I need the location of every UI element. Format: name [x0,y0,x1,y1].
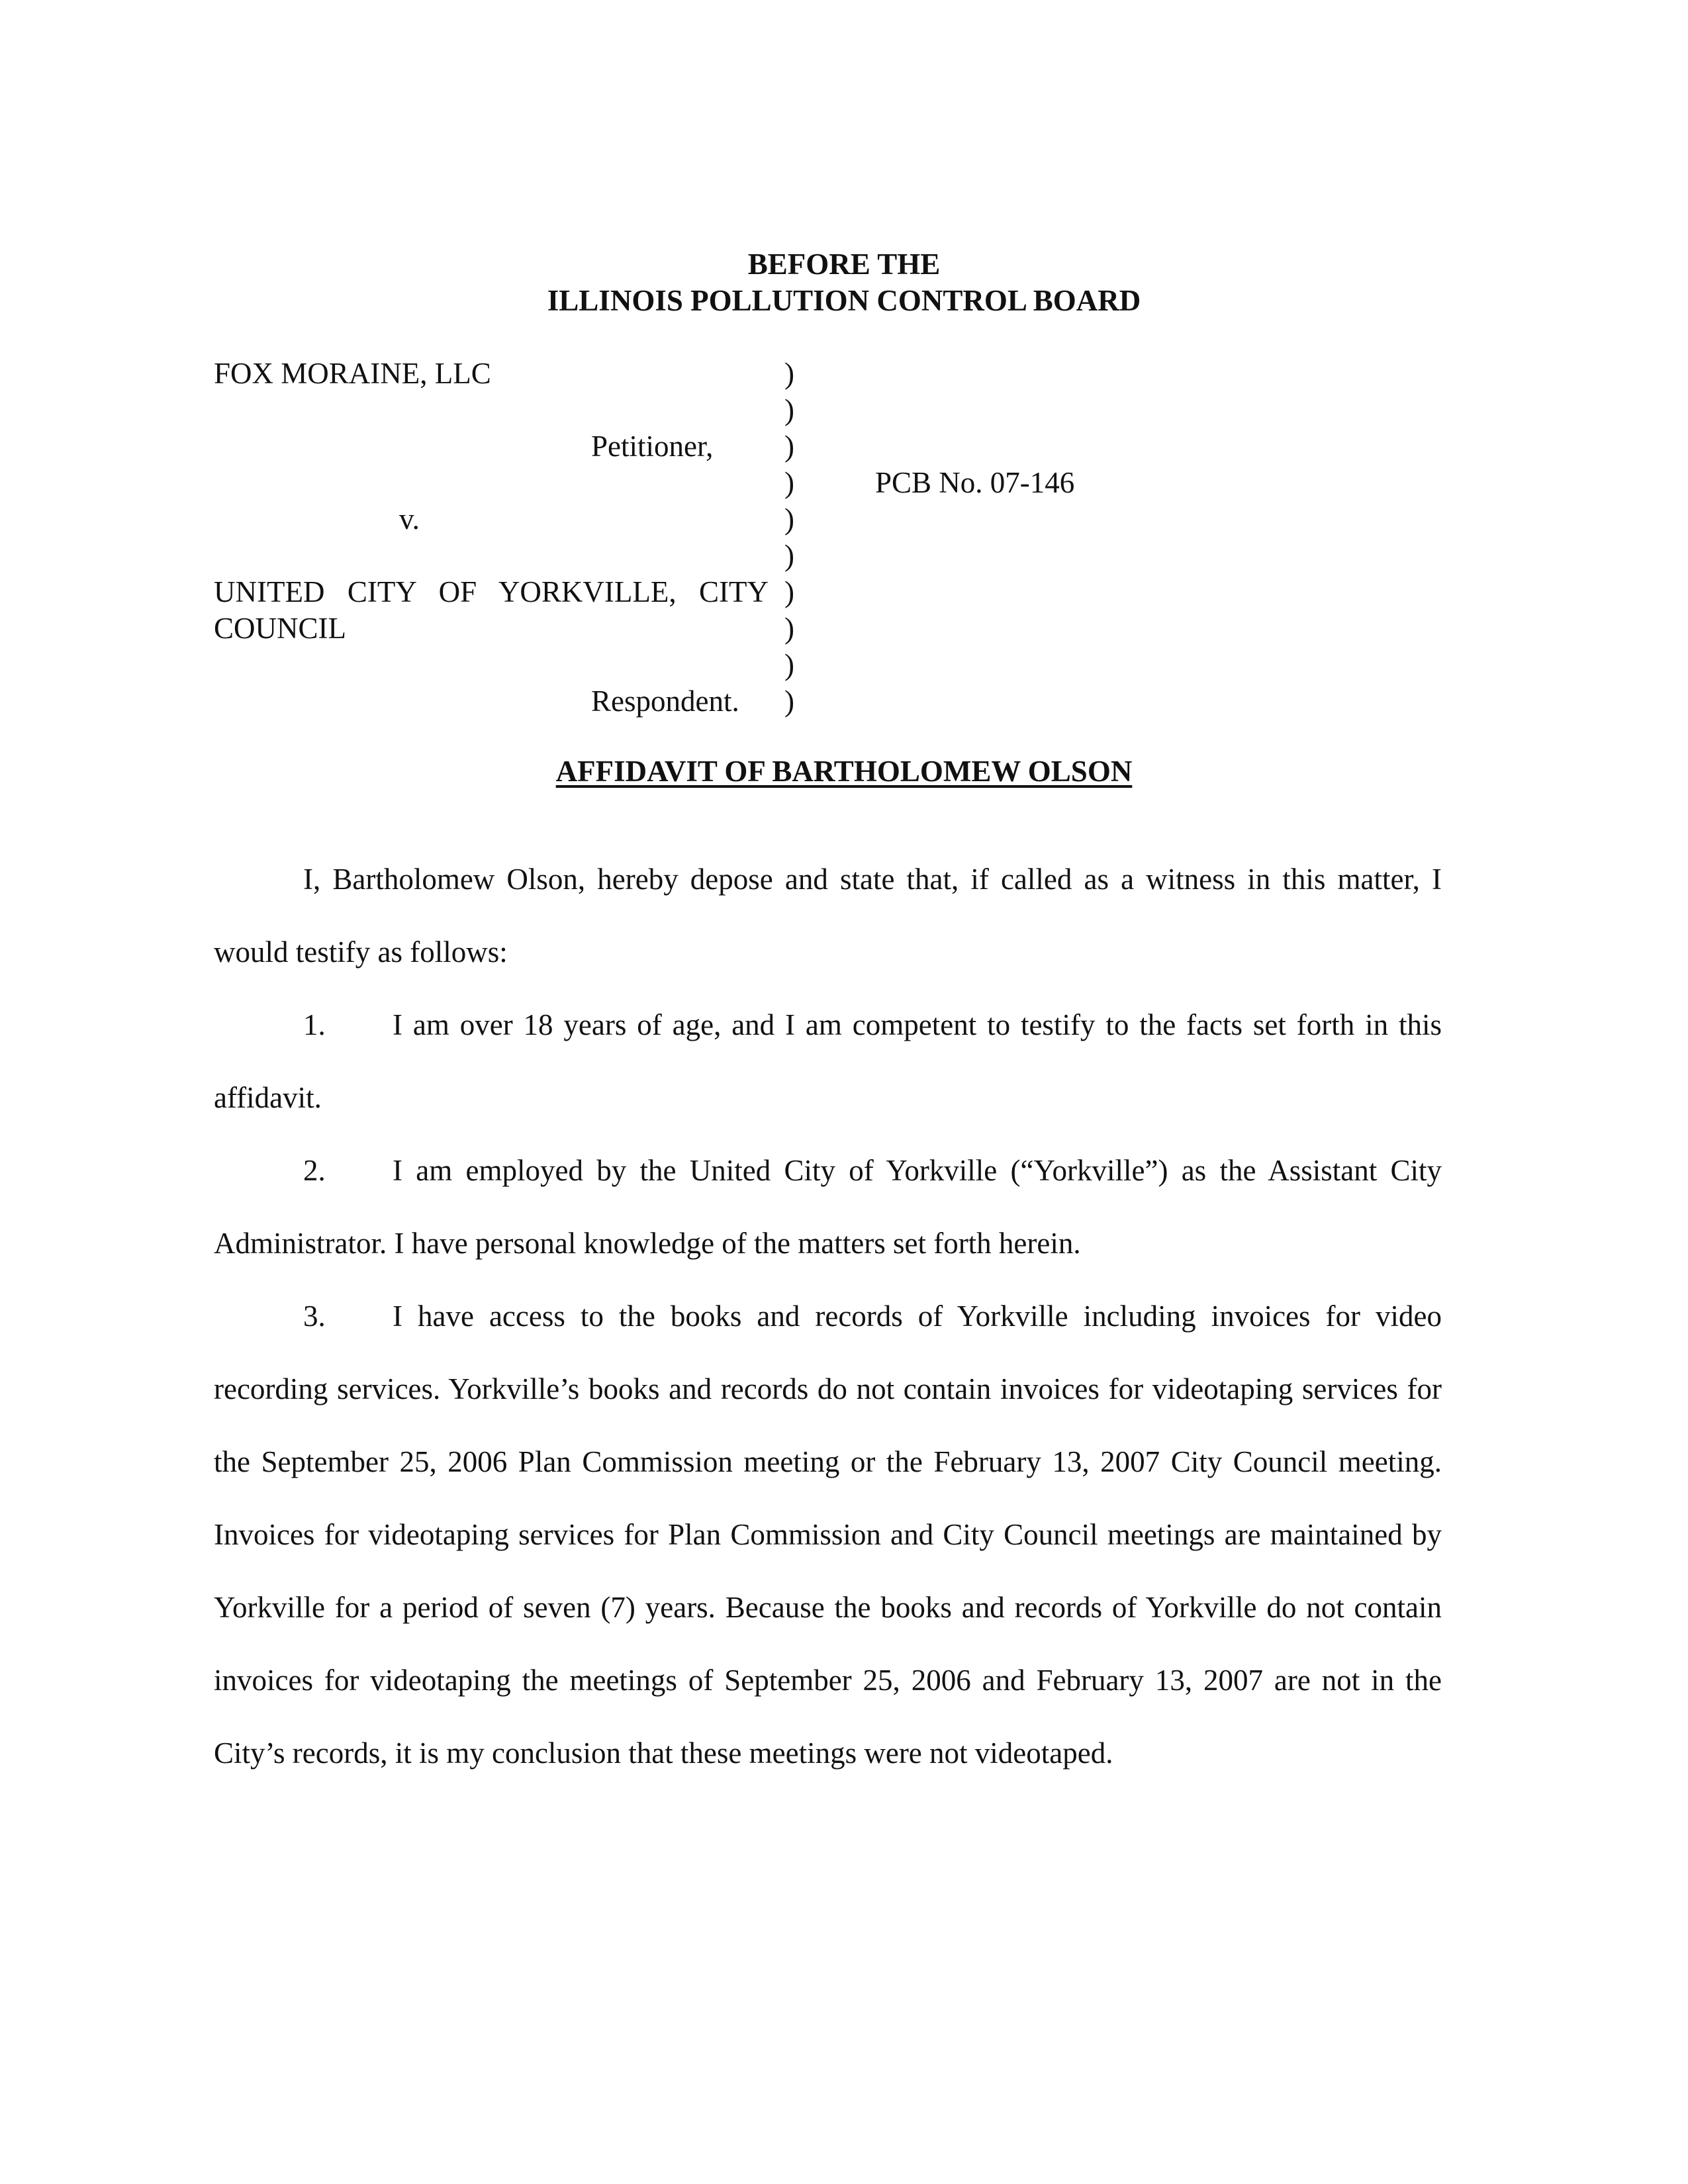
paragraph-text: I am employed by the United City of Yorkville (“Yorkville”) as the Assistant City Administrator. I have personal knowledge of the matters set forth herein. [214,1154,1442,1260]
caption-paren: ) [784,502,794,536]
numbered-paragraph-2 [214,1134,1442,1280]
paragraph-text: I have access to the books and records of Yorkville including invoices for video recording services. Yorkville’s books and records do not contain invoices for videotaping services for the September 25, 2006 Plan Commission meeting or the February 13, 2007 City Council meeting. Invoices for videotaping services for Plan Commission and City Council meetings are maintained by Yorkville for a period of seven (7) years. Because the books and records of Yorkville do not contain invoices for videotaping the meetings of September 25, 2006 and February 13, 2007 are not in the City’s records, it is my conclusion that these meetings were not videotaped. [214,1300,1442,1770]
versus-label: v. [399,502,420,536]
caption-paren: ) [784,685,794,718]
respondent-name-line2: COUNCIL [214,612,346,645]
petitioner-name: FOX MORAINE, LLC [214,357,491,390]
caption-paren: ) [784,648,794,681]
caption-paren: ) [784,539,794,572]
caption-paren: ) [784,357,794,390]
court-heading-line1: BEFORE THE [747,248,941,281]
caption-paren: ) [784,575,794,608]
respondent-label: Respondent. [591,685,739,718]
intro-paragraph: I, Bartholomew Olson, hereby depose and state that, if called as a witness in this matter, I would testify as follows: [214,863,1442,969]
caption-parentheses [784,356,811,720]
paragraph-text: I am over 18 years of age, and I am competent to testify to the facts set forth in this affidavit. [214,1008,1442,1114]
numbered-paragraph-3 [214,1280,1442,1789]
caption-paren: ) [784,430,794,463]
paragraph-number: 2. [303,1154,326,1187]
numbered-paragraph-1 [214,988,1442,1134]
caption-paren: ) [784,612,794,645]
affidavit-title: AFFIDAVIT OF BARTHOLOMEW OLSON [555,755,1133,788]
respondent-name-line1: UNITED CITY OF YORKVILLE, CITY [214,575,769,608]
paragraph-number: 3. [303,1300,326,1333]
caption-paren: ) [784,393,794,426]
paragraph-number: 1. [303,1008,326,1041]
petitioner-label: Petitioner, [591,430,714,463]
caption-paren: ) [784,466,794,499]
case-number: PCB No. 07-146 [875,466,1075,499]
court-heading-line2: ILLINOIS POLLUTION CONTROL BOARD [547,284,1141,317]
